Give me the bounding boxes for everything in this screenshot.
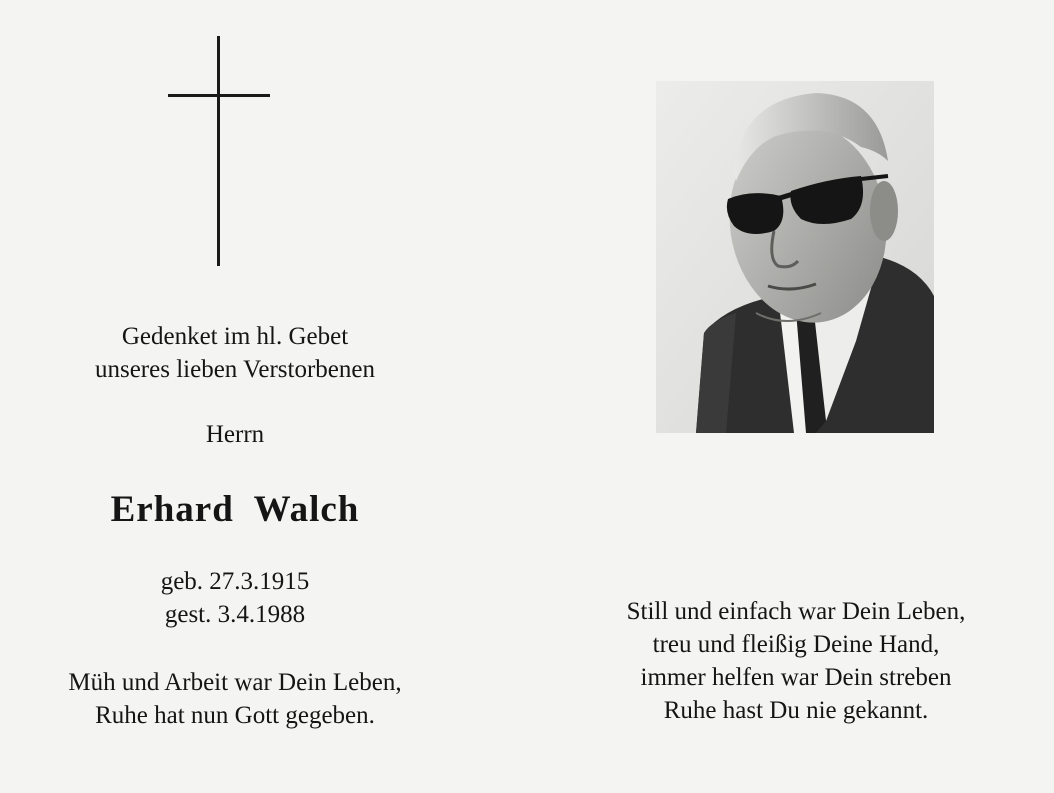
- death-date: gest. 3.4.1988: [164, 601, 306, 628]
- salutation-text: Herrn: [205, 421, 265, 448]
- salutation: [10, 418, 460, 451]
- intro-text: [10, 320, 460, 386]
- verse-right-line: Still und einfach war Dein Leben,: [626, 598, 966, 625]
- intro-line-2: unseres lieben Verstorbenen: [94, 356, 375, 383]
- verse-right: [570, 595, 1022, 727]
- verse-right-line: treu und fleißig Deine Hand,: [652, 631, 940, 658]
- verse-right-line: immer helfen war Dein streben: [640, 664, 952, 691]
- intro-line-1: Gedenket im hl. Gebet: [121, 323, 349, 350]
- verse-left: [10, 666, 460, 732]
- deceased-name-text: Erhard Walch: [110, 489, 360, 530]
- verse-left-line: Ruhe hat nun Gott gegeben.: [95, 702, 375, 729]
- verse-left-line: Müh und Arbeit war Dein Leben,: [68, 669, 402, 696]
- life-dates: [10, 565, 460, 631]
- verse-right-line: Ruhe hast Du nie gekannt.: [663, 697, 929, 724]
- cross-icon: [168, 36, 270, 266]
- deceased-name: [10, 488, 460, 532]
- birth-date: geb. 27.3.1915: [160, 568, 310, 595]
- portrait-photo: [656, 81, 934, 433]
